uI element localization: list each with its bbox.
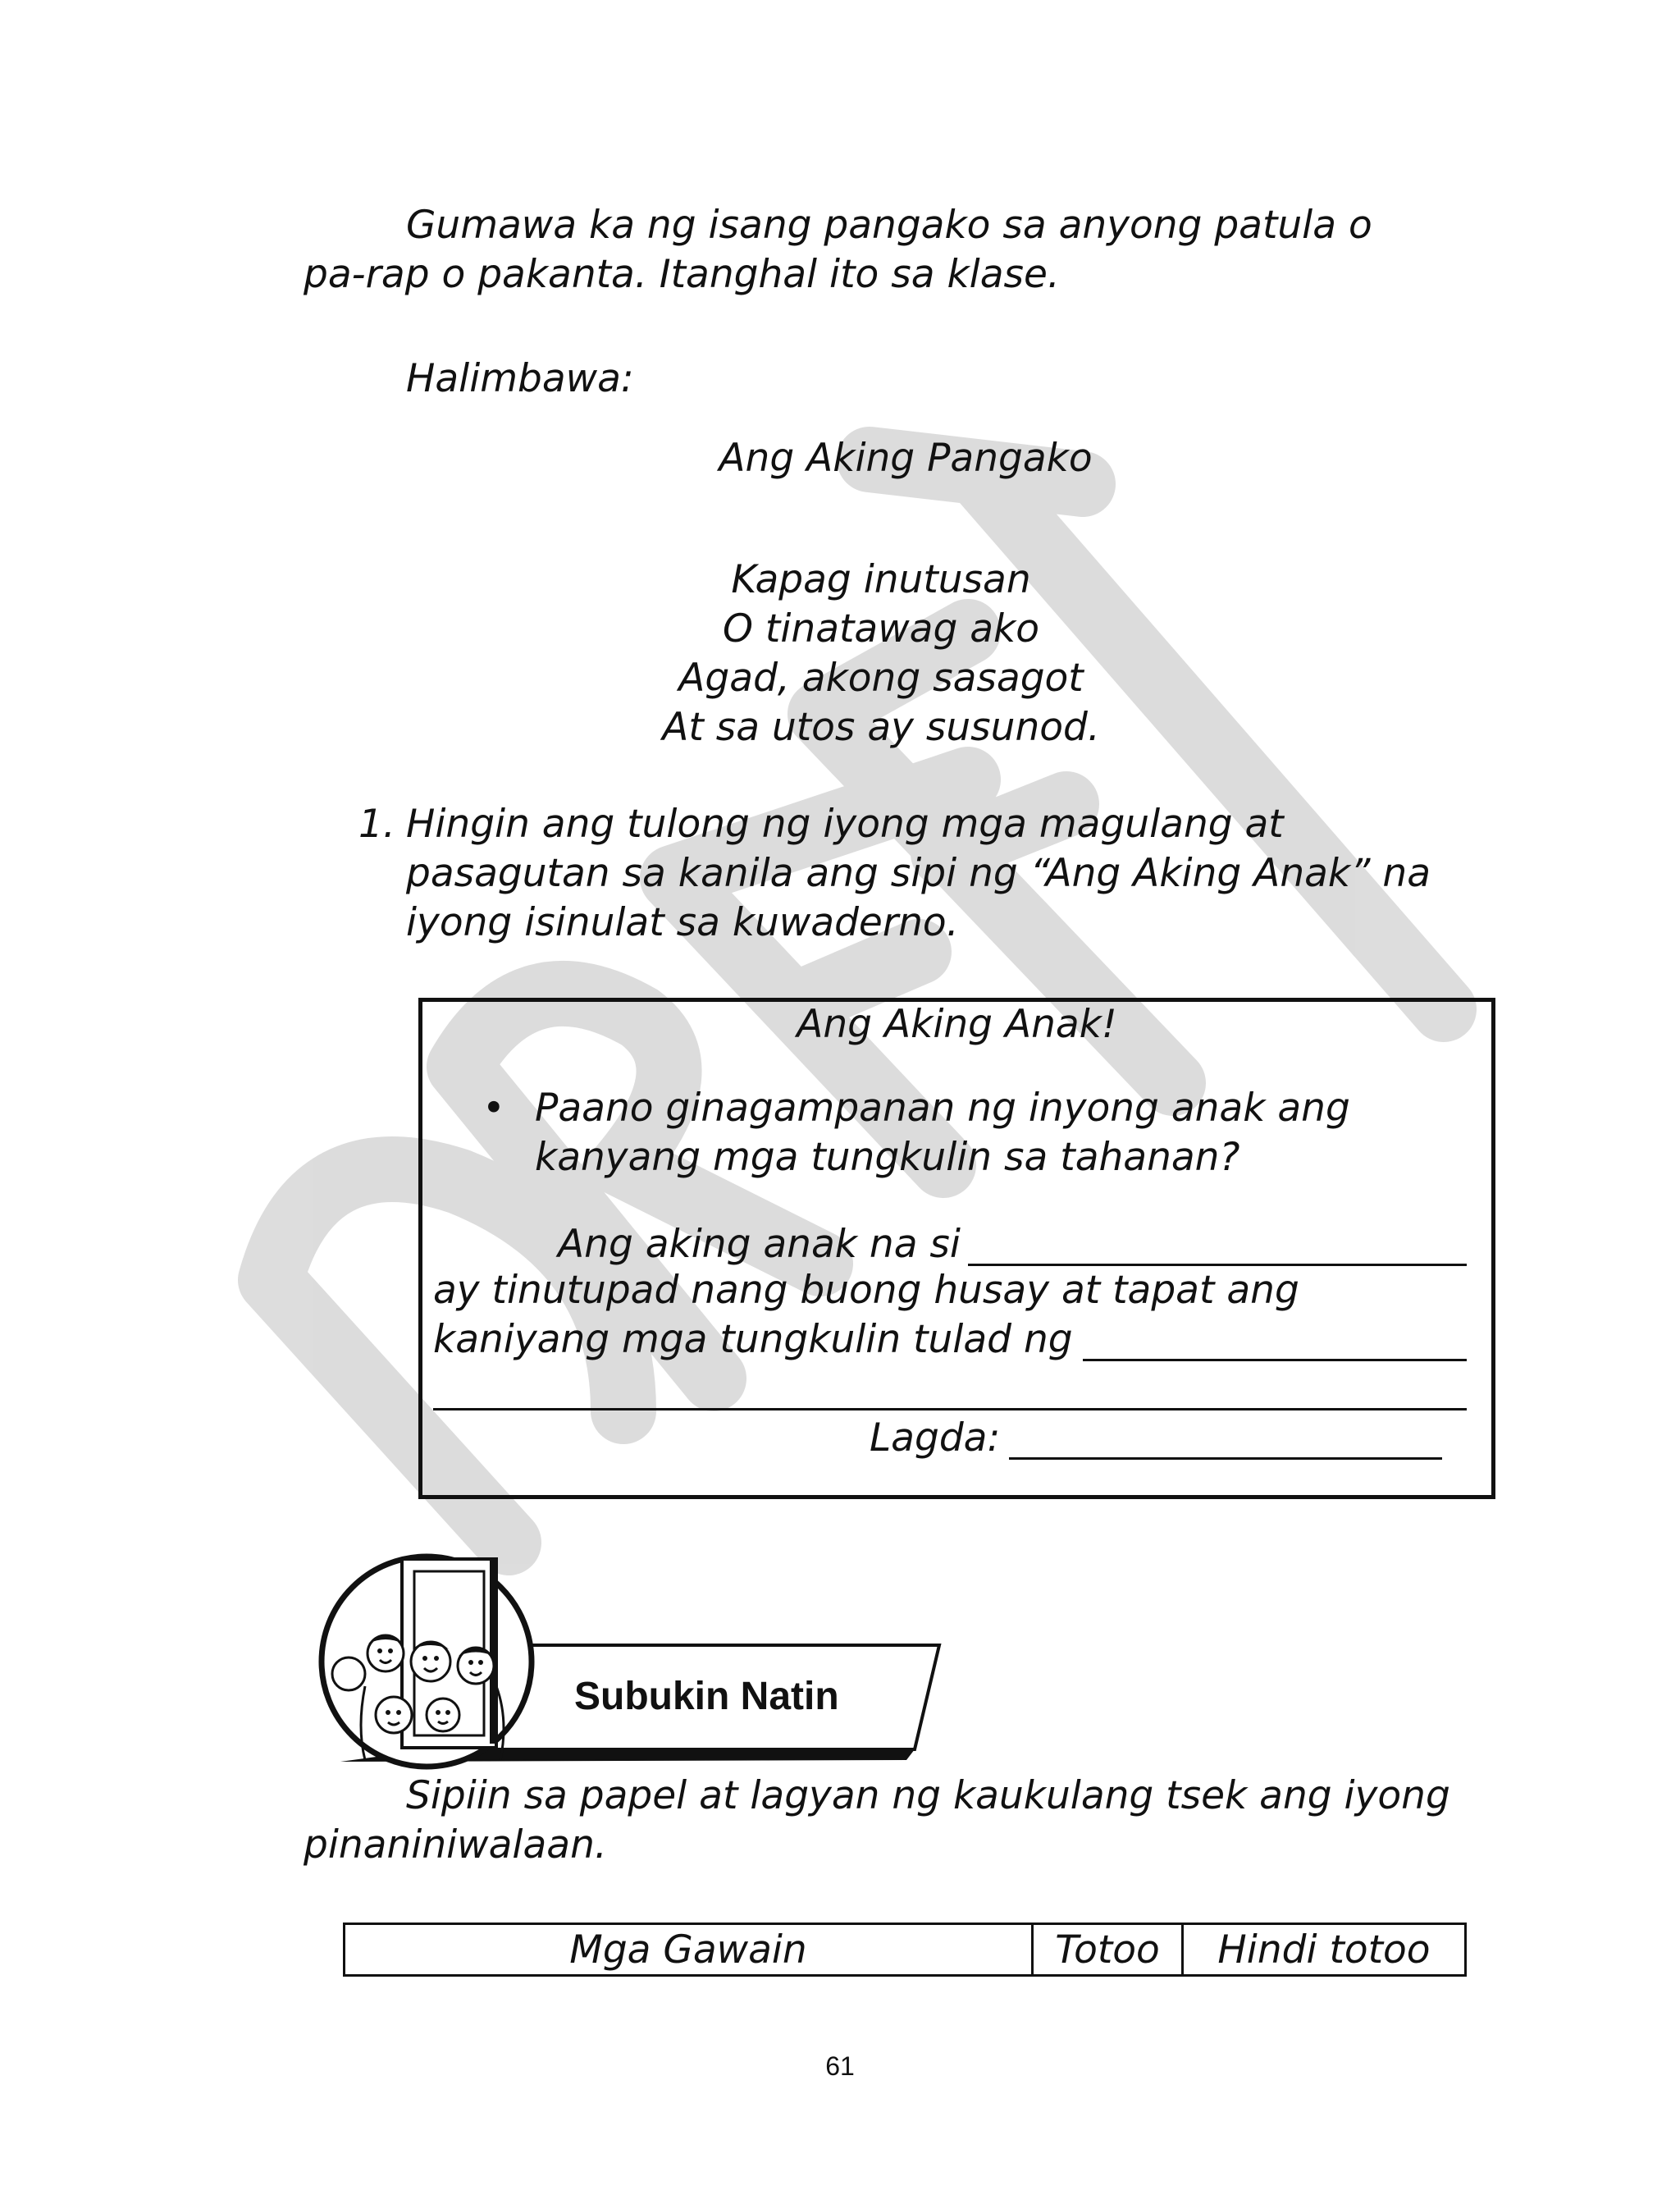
bullet-icon: • xyxy=(482,1086,505,1131)
duties-blank[interactable] xyxy=(1083,1359,1467,1361)
task-line-1: Sipiin sa papel at lagyan ng kaukulang tsek ang iyong xyxy=(406,1773,1450,1818)
instruction-line-1: Gumawa ka ng isang pangako sa anyong patula o xyxy=(406,203,1372,248)
example-label: Halimbawa: xyxy=(406,356,634,401)
instruction-line-2: pa-rap o pakanta. Itanghal ito sa klase. xyxy=(304,252,1060,297)
fill-line-3-label: kaniyang mga tungkulin tulad ng xyxy=(433,1317,1073,1362)
fill-line-1-label: Ang aking anak na si xyxy=(558,1222,961,1267)
poem-line: Kapag inutusan xyxy=(731,557,1031,602)
column-header-true: Totoo xyxy=(1033,1924,1183,1976)
task-line-2: pinaniniwalaan. xyxy=(304,1822,607,1868)
signature-label: Lagda: xyxy=(870,1415,1001,1461)
column-header-activities: Mga Gawain xyxy=(345,1924,1033,1976)
table-header-row xyxy=(345,1924,1466,1976)
fill-line-2: ay tinutupad nang buong husay at tapat ang xyxy=(433,1268,1299,1313)
column-header-not-true: Hindi totoo xyxy=(1183,1924,1466,1976)
signature-blank[interactable] xyxy=(1009,1457,1442,1460)
poem-title: Ang Aking Pangako xyxy=(719,436,1093,481)
box-title: Ang Aking Anak! xyxy=(797,1002,1117,1047)
item-line: iyong isinulat sa kuwaderno. xyxy=(406,900,959,945)
box-question-line: kanyang mga tungkulin sa tahanan? xyxy=(535,1135,1240,1180)
section-title: Subukin Natin xyxy=(574,1675,839,1718)
box-question-line: Paano ginagampanan ng inyong anak ang xyxy=(535,1086,1350,1131)
item-line: Hingin ang tulong ng iyong mga magulang at xyxy=(406,802,1284,847)
children-door-illustration xyxy=(308,1538,947,1785)
poem-line: O tinatawag ako xyxy=(722,606,1040,652)
poem-line: Agad, akong sasagot xyxy=(678,656,1084,701)
duties-blank-continued[interactable] xyxy=(433,1408,1467,1410)
item-number: 1. xyxy=(358,802,395,847)
page-number: 61 xyxy=(825,2051,855,2081)
child-name-blank[interactable] xyxy=(968,1264,1467,1266)
item-line: pasagutan sa kanila ang sipi ng “Ang Aking Anak” na xyxy=(406,851,1431,896)
activities-table xyxy=(343,1923,1467,1977)
poem-line: At sa utos ay susunod. xyxy=(662,705,1100,750)
